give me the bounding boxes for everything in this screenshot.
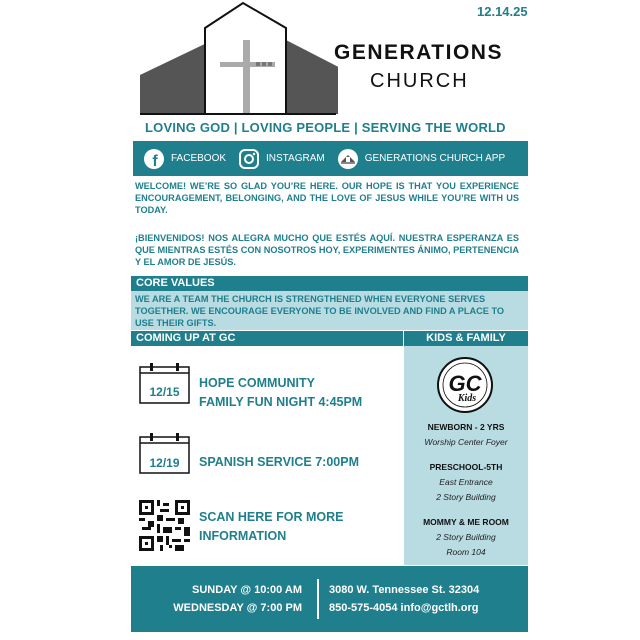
event-line: HOPE COMMUNITY (199, 376, 315, 390)
social-facebook[interactable] (143, 148, 226, 170)
kids-group-location: 2 Story Building (436, 532, 496, 542)
footer-address: 3080 W. Tennessee St. 32304 (329, 584, 480, 596)
kids-group-location: East Entrance (439, 477, 493, 487)
event-hope-community (199, 374, 362, 412)
qr-code-icon[interactable] (139, 500, 190, 551)
kids-family-heading: KIDS & FAMILY (404, 331, 528, 346)
kids-group-name: PRESCHOOL-5TH (429, 462, 503, 472)
qr-caption (199, 508, 343, 546)
core-values-heading: CORE VALUES (131, 276, 528, 291)
social-bar (133, 141, 528, 176)
gc-logo-script: Kids (457, 393, 477, 404)
church-name: GENERATIONS (334, 41, 503, 64)
app-icon (337, 148, 359, 170)
church-building-logo (138, 0, 338, 118)
welcome-english: WELCOME! WE’RE SO GLAD YOU’RE HERE. OUR HOPE IS THAT YOU EXPERIENCE ENCOURAGEMENT, BELONGING, AND THE LOVE OF JESUS WHILE YOU’RE WITH US TODAY. (135, 181, 519, 215)
gc-logo-main: GC (448, 371, 482, 396)
event-spanish-service (199, 453, 359, 472)
bulletin-date: 12.14.25 (477, 4, 528, 19)
instagram-label: INSTAGRAM (266, 153, 325, 164)
qr-line: INFORMATION (199, 529, 287, 543)
event-date: 12/15 (149, 385, 180, 399)
instagram-icon (238, 148, 260, 170)
footer (131, 566, 528, 632)
kids-group-location: 2 Story Building (436, 492, 496, 502)
facebook-icon (143, 148, 165, 170)
tagline: LOVING GOD | LOVING PEOPLE | SERVING THE WORLD (145, 120, 506, 135)
svg-text:f: f (152, 152, 158, 170)
coming-up-heading: COMING UP AT GC (131, 331, 403, 346)
footer-wednesday: WEDNESDAY @ 7:00 PM (173, 602, 302, 614)
social-app[interactable] (337, 148, 505, 170)
kids-group-location: Room 104 (446, 547, 486, 557)
event-date: 12/19 (149, 456, 180, 470)
gc-kids-logo (436, 356, 494, 414)
church-word: CHURCH (370, 70, 469, 92)
social-instagram[interactable] (238, 148, 325, 170)
app-label: GENERATIONS CHURCH APP (364, 153, 506, 164)
kids-group-name: NEWBORN - 2 YRS (427, 422, 505, 432)
welcome-spanish: ¡BIENVENIDOS! NOS ALEGRA MUCHO QUE ESTÉS AQUÍ. NUESTRA ESPERANZA ES QUE MIENTRAS ESTÉS CON NOSOTROS HOY, EXPERIMENTES ÁNIMO, PERTENENCIA Y EL AMOR DE JESÚS. (135, 233, 519, 267)
qr-line: SCAN HERE FOR MORE (199, 510, 344, 524)
footer-divider (317, 579, 319, 619)
facebook-label: FACEBOOK (171, 153, 227, 164)
event-line: SPANISH SERVICE 7:00PM (199, 455, 360, 469)
core-values-text: WE ARE A TEAM THE CHURCH IS STRENGTHENED WHEN EVERYONE SERVES TOGETHER. WE ENCOURAGE EVERYONE TO BE INVOLVED AND FIND A PLACE TO USE THEIR GIFTS. (131, 291, 528, 330)
event-line: FAMILY FUN NIGHT 4:45PM (199, 395, 363, 409)
footer-contact[interactable]: 850-575-4054 info@gctlh.org (329, 602, 479, 614)
kids-group-location: Worship Center Foyer (424, 437, 508, 447)
kids-group-name: MOMMY & ME ROOM (423, 517, 509, 527)
footer-sunday: SUNDAY @ 10:00 AM (192, 584, 302, 596)
